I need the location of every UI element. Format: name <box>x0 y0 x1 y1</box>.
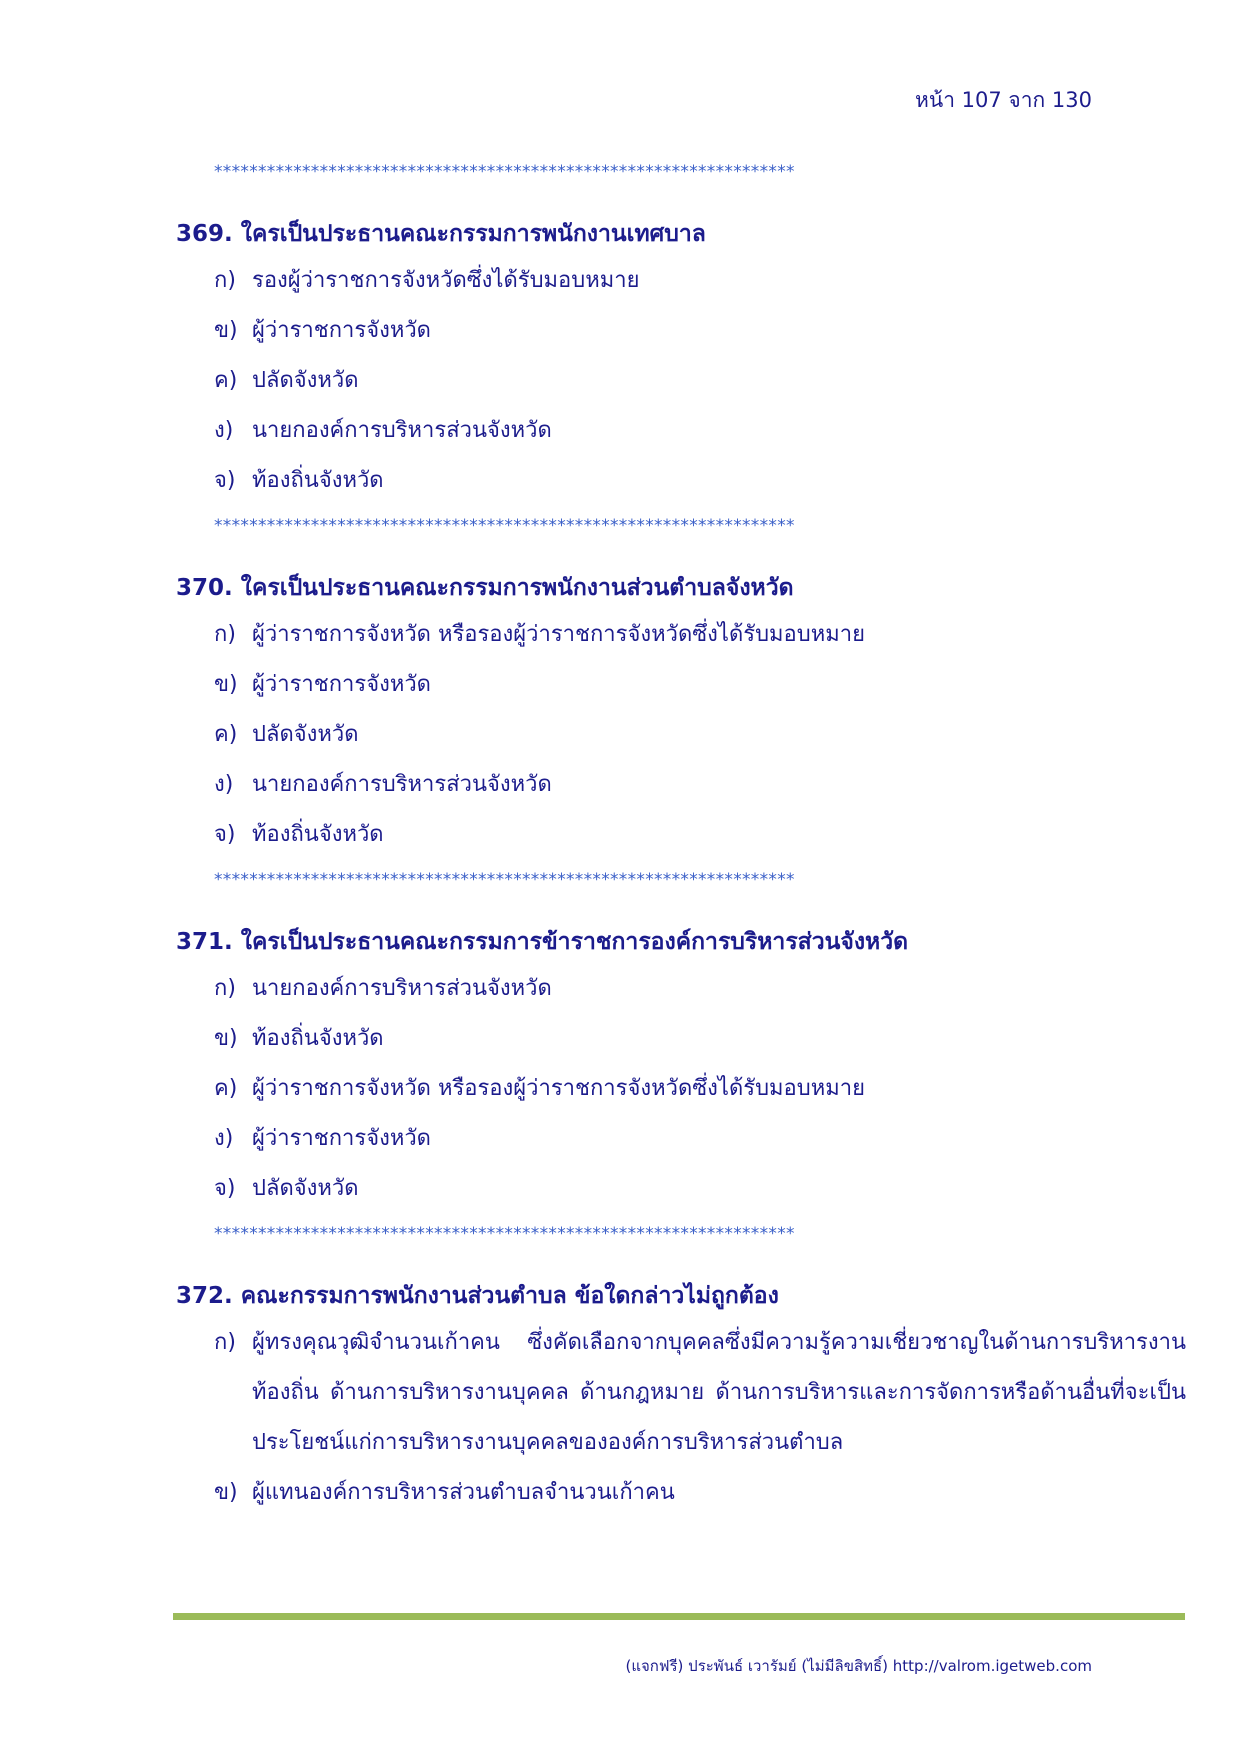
option-a <box>214 256 1186 306</box>
option-b <box>214 306 1186 356</box>
option-c <box>214 356 1186 406</box>
question-371 <box>176 920 1186 1214</box>
option-letter: ค) <box>214 1076 238 1101</box>
option-letter: จ) <box>214 822 236 847</box>
option-letter: ข) <box>214 1026 238 1051</box>
option-letter: ก) <box>214 976 236 1001</box>
option-letter: ก) <box>214 622 236 647</box>
option-c <box>214 1064 1186 1114</box>
option-d <box>214 760 1186 810</box>
question-369 <box>176 212 1186 506</box>
options <box>214 256 1186 506</box>
option-b <box>214 1014 1186 1064</box>
question-370 <box>176 566 1186 860</box>
page-number: หน้า 107 จาก 130 <box>915 88 1092 112</box>
option-letter: ง) <box>214 1126 234 1151</box>
option-text: ปลัดจังหวัด <box>252 722 359 747</box>
option-a <box>214 964 1186 1014</box>
option-a <box>214 1318 1186 1468</box>
option-text: ผู้ทรงคุณวุฒิจำนวนเก้าคน ซึ่งคัดเลือกจากบุคคลซึ่งมีความรู้ความเชี่ยวชาญในด้านการบริหารงานท้องถิ่น ด้านการบริหารงานบุคคล ด้านกฎหมาย ด้านการบริหารและการจัดการหรือด้านอื่นที่จะเป็นประโยชน์แก่การบริหารงานบุคคลขององค์การบริหารส่วนตำบล <box>252 1330 1186 1455</box>
question-list <box>176 160 1186 1526</box>
option-letter: ข) <box>214 672 238 697</box>
option-letter: ข) <box>214 318 238 343</box>
option-text: ผู้ว่าราชการจังหวัด <box>252 672 431 697</box>
question-title: 371. ใครเป็นประธานคณะกรรมการข้าราชการองค์การบริหารส่วนจังหวัด <box>176 929 909 955</box>
option-text: นายกองค์การบริหารส่วนจังหวัด <box>252 976 552 1001</box>
option-text: นายกองค์การบริหารส่วนจังหวัด <box>252 418 552 443</box>
option-letter: จ) <box>214 1176 236 1201</box>
separator: ****************************************************************** <box>214 870 795 890</box>
option-e <box>214 810 1186 860</box>
option-text: ผู้ว่าราชการจังหวัด <box>252 318 431 343</box>
options <box>214 610 1186 860</box>
option-text: ท้องถิ่นจังหวัด <box>252 468 384 493</box>
option-text: ปลัดจังหวัด <box>252 368 359 393</box>
option-b <box>214 1468 1186 1518</box>
option-letter: ค) <box>214 368 238 393</box>
option-letter: ง) <box>214 418 234 443</box>
question-title: 370. ใครเป็นประธานคณะกรรมการพนักงานส่วนตำบลจังหวัด <box>176 575 794 601</box>
option-letter: ก) <box>214 1330 236 1355</box>
option-letter: จ) <box>214 468 236 493</box>
question-title: 369. ใครเป็นประธานคณะกรรมการพนักงานเทศบาล <box>176 221 706 247</box>
option-text: ท้องถิ่นจังหวัด <box>252 822 384 847</box>
separator: ****************************************************************** <box>214 516 795 536</box>
option-d <box>214 406 1186 456</box>
option-text: ผู้ว่าราชการจังหวัด หรือรองผู้ว่าราชการจังหวัดซึ่งได้รับมอบหมาย <box>252 1076 865 1101</box>
option-e <box>214 456 1186 506</box>
option-text: รองผู้ว่าราชการจังหวัดซึ่งได้รับมอบหมาย <box>252 268 640 293</box>
options <box>214 1318 1186 1518</box>
option-c <box>214 710 1186 760</box>
option-text: ปลัดจังหวัด <box>252 1176 359 1201</box>
footer-credit: (แจกฟรี) ประพันธ์ เวารัมย์ (ไม่มีลิขสิทธิ์) http://valrom.igetweb.com <box>625 1657 1092 1675</box>
option-b <box>214 660 1186 710</box>
option-text: ผู้ว่าราชการจังหวัด หรือรองผู้ว่าราชการจังหวัดซึ่งได้รับมอบหมาย <box>252 622 865 647</box>
separator: ****************************************************************** <box>214 1224 795 1244</box>
option-letter: ง) <box>214 772 234 797</box>
options <box>214 964 1186 1214</box>
option-letter: ก) <box>214 268 236 293</box>
option-text: ท้องถิ่นจังหวัด <box>252 1026 384 1051</box>
option-a <box>214 610 1186 660</box>
option-text: ผู้ว่าราชการจังหวัด <box>252 1126 431 1151</box>
separator: ****************************************************************** <box>214 162 795 182</box>
footer-divider <box>173 1613 1185 1620</box>
question-372 <box>176 1274 1186 1518</box>
question-title: 372. คณะกรรมการพนักงานส่วนตำบล ข้อใดกล่าวไม่ถูกต้อง <box>176 1283 779 1309</box>
option-text: นายกองค์การบริหารส่วนจังหวัด <box>252 772 552 797</box>
option-d <box>214 1114 1186 1164</box>
option-text: ผู้แทนองค์การบริหารส่วนตำบลจำนวนเก้าคน <box>252 1480 675 1505</box>
option-e <box>214 1164 1186 1214</box>
option-letter: ค) <box>214 722 238 747</box>
option-letter: ข) <box>214 1480 238 1505</box>
